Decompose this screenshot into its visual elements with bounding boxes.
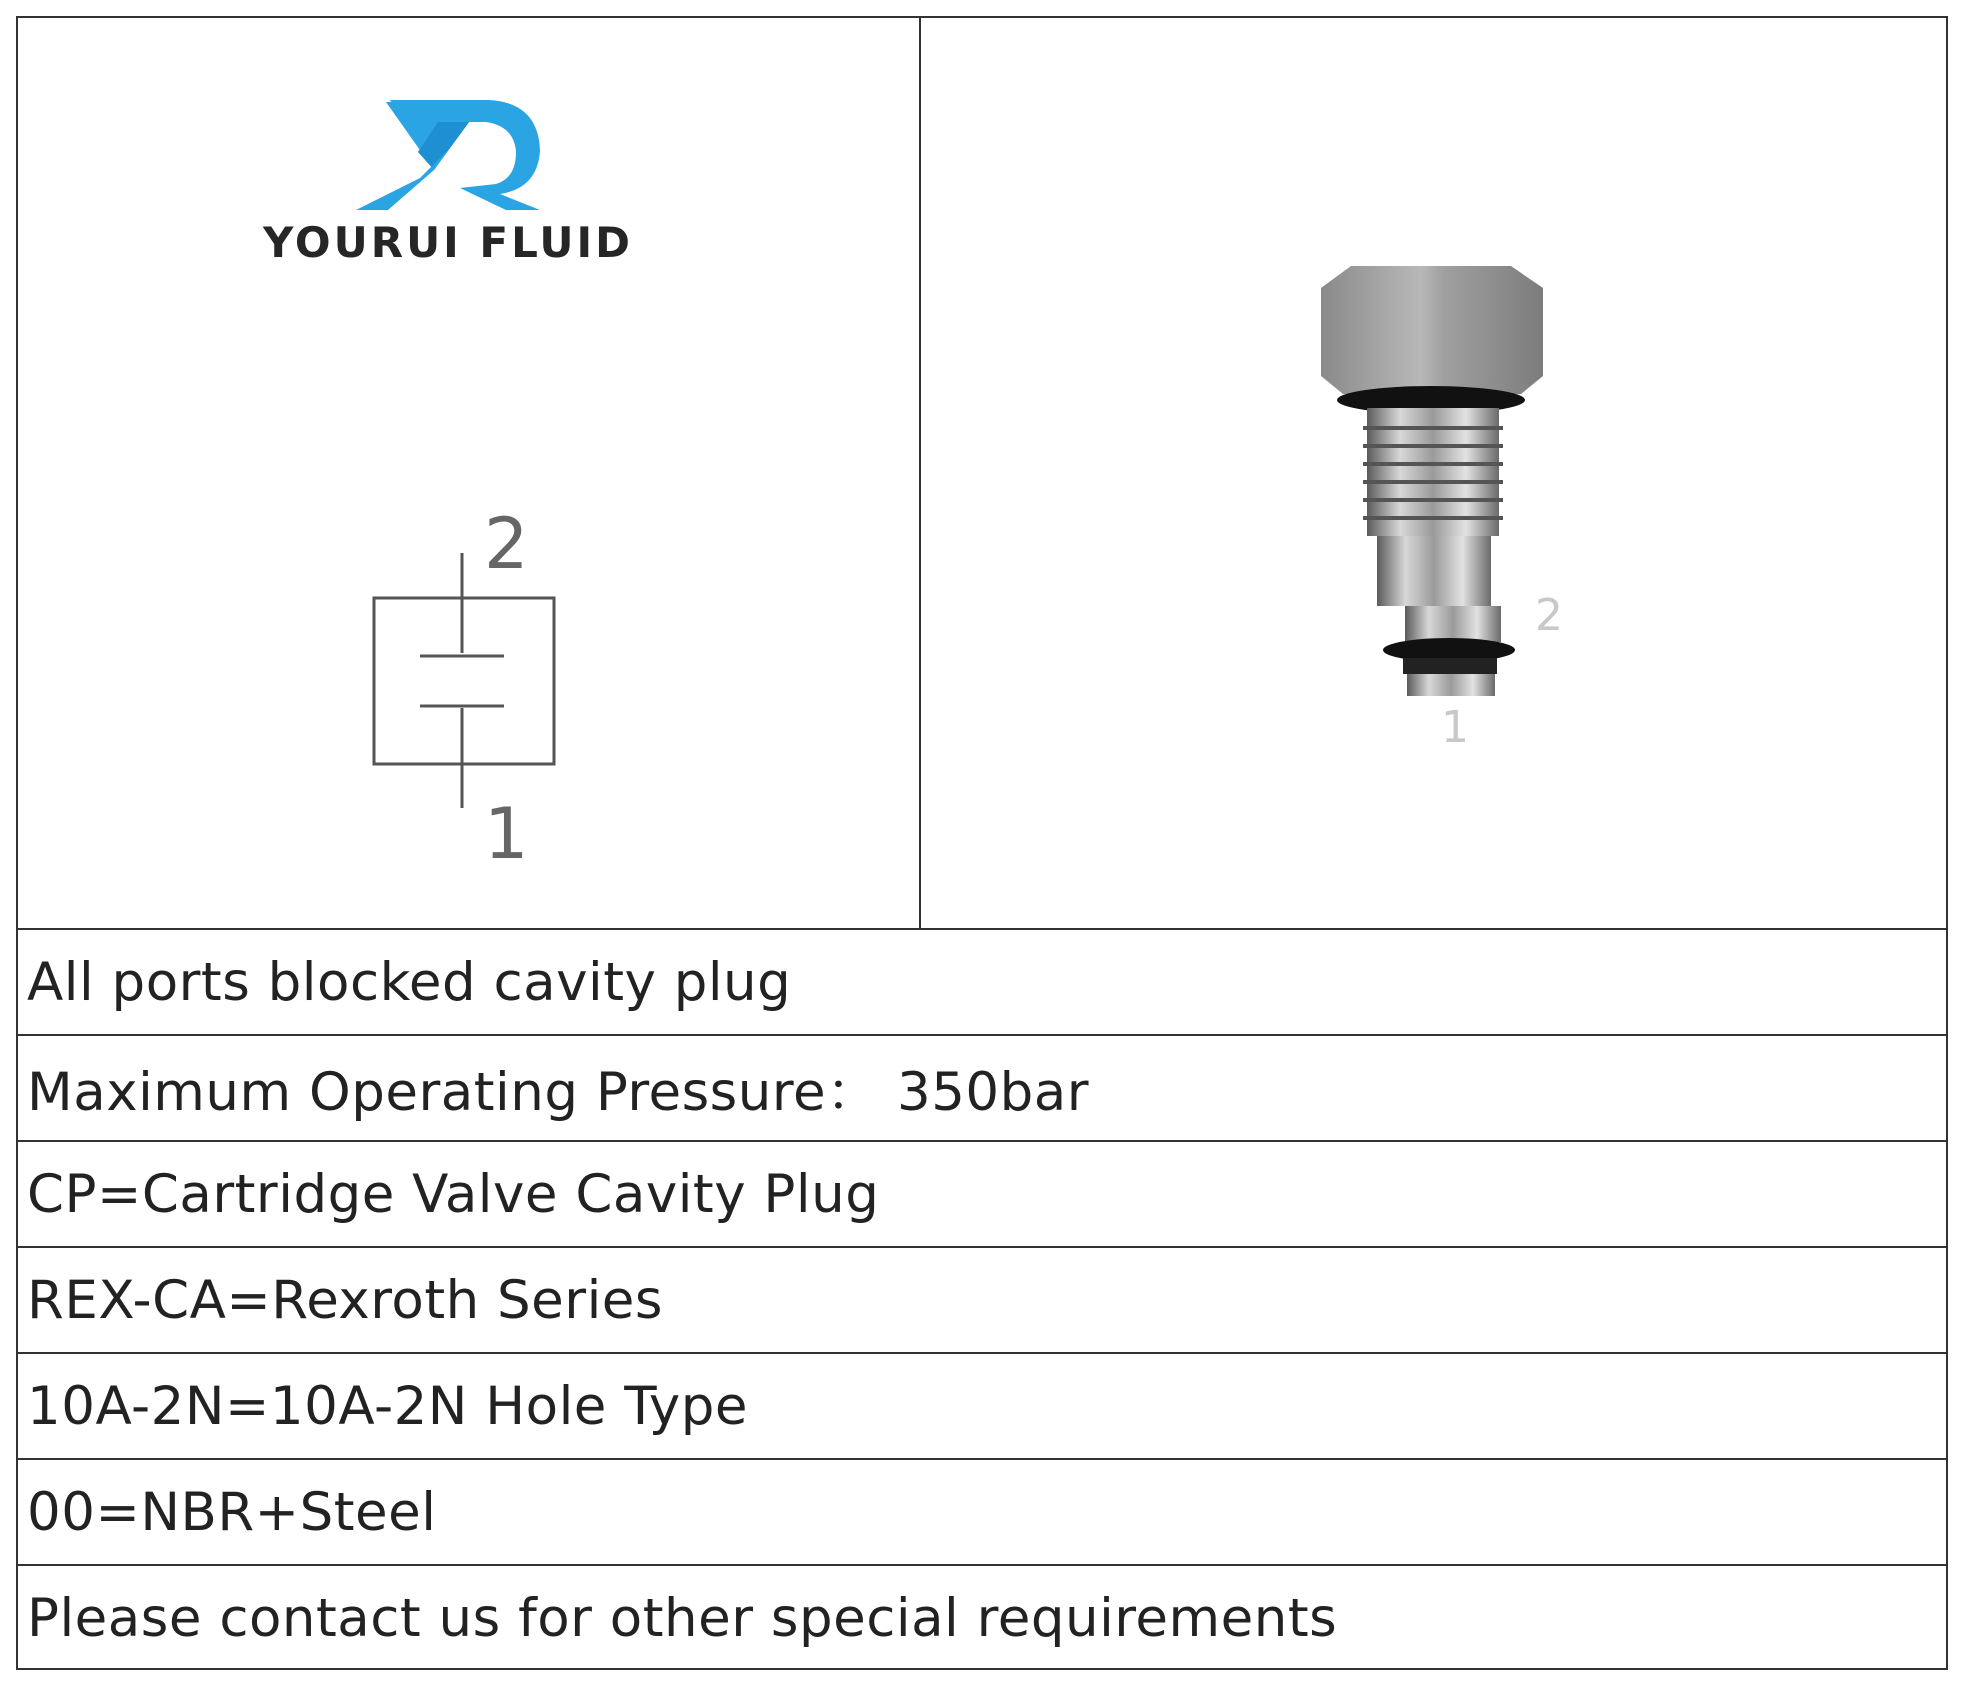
spec-row-hole-type: 10A-2N=10A-2N Hole Type <box>18 1354 1946 1460</box>
spec-row-material: 00=NBR+Steel <box>18 1460 1946 1566</box>
spec-row-cp: CP=Cartridge Valve Cavity Plug <box>18 1142 1946 1248</box>
logo-symbol-cell <box>18 18 921 928</box>
product-port-2: 2 <box>1535 590 1563 641</box>
spec-row-description: All ports blocked cavity plug <box>18 930 1946 1036</box>
header-section <box>18 18 1946 930</box>
product-image-cell <box>921 18 1946 928</box>
spec-row-contact: Please contact us for other special requirements <box>27 1587 1338 1649</box>
hydraulic-symbol <box>348 488 608 878</box>
product-port-1: 1 <box>1441 702 1469 753</box>
symbol-port-1: 1 <box>484 793 529 875</box>
spec-rows <box>18 930 1946 1670</box>
spec-row-pressure: Maximum Operating Pressure： 350bar <box>18 1036 1946 1142</box>
spec-sheet <box>16 16 1948 1670</box>
brand-name: YOURUI FLUID <box>263 218 633 267</box>
cavity-plug-image <box>1281 258 1621 778</box>
spec-row-series: REX-CA=Rexroth Series <box>18 1248 1946 1354</box>
symbol-port-2: 2 <box>484 503 529 585</box>
